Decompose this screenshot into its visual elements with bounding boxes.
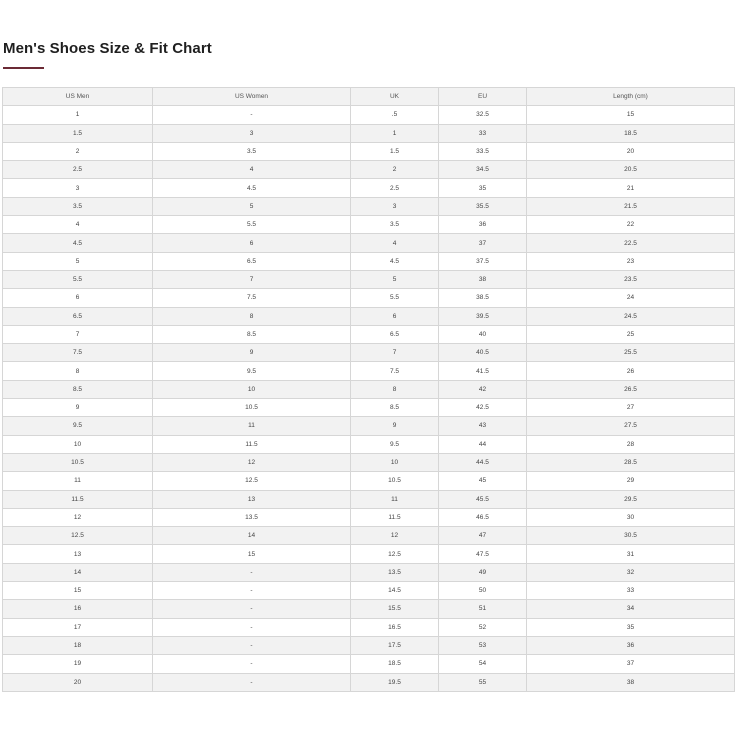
us-women-cell: - [153,636,351,654]
size-chart-table [2,87,735,692]
table-row [3,527,735,545]
page-title: Men's Shoes Size & Fit Chart [3,40,212,57]
uk-cell: 1.5 [351,142,439,160]
us-women-cell: 13 [153,490,351,508]
eu-cell: 49 [439,563,527,581]
us-men-cell: 8.5 [3,380,153,398]
us-women-cell: - [153,673,351,691]
header-uk: UK [351,88,439,106]
length-cm-cell: 30.5 [527,527,735,545]
us-women-cell: 5 [153,197,351,215]
us-women-cell: 10.5 [153,399,351,417]
uk-cell: 12.5 [351,545,439,563]
us-women-cell: 8.5 [153,325,351,343]
table-row [3,673,735,691]
us-women-cell: - [153,106,351,124]
table-row [3,490,735,508]
us-men-cell: 9.5 [3,417,153,435]
us-men-cell: 2 [3,142,153,160]
table-row [3,161,735,179]
eu-cell: 55 [439,673,527,691]
us-men-cell: 6.5 [3,307,153,325]
eu-cell: 36 [439,216,527,234]
eu-cell: 41.5 [439,362,527,380]
table-row [3,600,735,618]
us-women-cell: 12 [153,453,351,471]
table-row [3,582,735,600]
us-women-cell: 12.5 [153,472,351,490]
uk-cell: 12 [351,527,439,545]
eu-cell: 54 [439,655,527,673]
eu-cell: 43 [439,417,527,435]
length-cm-cell: 21 [527,179,735,197]
uk-cell: 4.5 [351,252,439,270]
length-cm-cell: 20 [527,142,735,160]
uk-cell: 10.5 [351,472,439,490]
eu-cell: 35.5 [439,197,527,215]
us-women-cell: 11.5 [153,435,351,453]
us-men-cell: 4 [3,216,153,234]
uk-cell: 13.5 [351,563,439,581]
us-men-cell: 20 [3,673,153,691]
eu-cell: 45.5 [439,490,527,508]
eu-cell: 53 [439,636,527,654]
eu-cell: 42 [439,380,527,398]
uk-cell: 3 [351,197,439,215]
eu-cell: 45 [439,472,527,490]
length-cm-cell: 30 [527,508,735,526]
us-women-cell: 9.5 [153,362,351,380]
eu-cell: 46.5 [439,508,527,526]
us-women-cell: 6 [153,234,351,252]
us-women-cell: 4 [153,161,351,179]
uk-cell: 16.5 [351,618,439,636]
eu-cell: 51 [439,600,527,618]
us-men-cell: 17 [3,618,153,636]
uk-cell: 3.5 [351,216,439,234]
eu-cell: 38 [439,270,527,288]
eu-cell: 44.5 [439,453,527,471]
table-row [3,636,735,654]
us-men-cell: 6 [3,289,153,307]
us-women-cell: - [153,655,351,673]
table-row [3,362,735,380]
table-row [3,325,735,343]
eu-cell: 37 [439,234,527,252]
table-row [3,399,735,417]
length-cm-cell: 24.5 [527,307,735,325]
table-row [3,252,735,270]
header-length-cm: Length (cm) [527,88,735,106]
eu-cell: 32.5 [439,106,527,124]
table-row [3,289,735,307]
length-cm-cell: 27 [527,399,735,417]
us-men-cell: 19 [3,655,153,673]
eu-cell: 52 [439,618,527,636]
eu-cell: 38.5 [439,289,527,307]
us-men-cell: 10.5 [3,453,153,471]
us-men-cell: 3 [3,179,153,197]
header-us-women: US Women [153,88,351,106]
length-cm-cell: 36 [527,636,735,654]
eu-cell: 37.5 [439,252,527,270]
table-row [3,435,735,453]
table-row [3,270,735,288]
table-row [3,344,735,362]
us-women-cell: 14 [153,527,351,545]
us-men-cell: 11 [3,472,153,490]
table-row [3,453,735,471]
table-row [3,106,735,124]
uk-cell: 5.5 [351,289,439,307]
us-women-cell: 11 [153,417,351,435]
table-row [3,380,735,398]
table-row [3,618,735,636]
table-body [3,106,735,692]
table-row [3,197,735,215]
us-women-cell: 9 [153,344,351,362]
table-row [3,417,735,435]
length-cm-cell: 20.5 [527,161,735,179]
us-men-cell: 5.5 [3,270,153,288]
us-men-cell: 2.5 [3,161,153,179]
eu-cell: 40 [439,325,527,343]
length-cm-cell: 28 [527,435,735,453]
uk-cell: 9.5 [351,435,439,453]
uk-cell: 15.5 [351,600,439,618]
us-women-cell: 6.5 [153,252,351,270]
uk-cell: 1 [351,124,439,142]
us-women-cell: 13.5 [153,508,351,526]
eu-cell: 33.5 [439,142,527,160]
table-row [3,655,735,673]
length-cm-cell: 38 [527,673,735,691]
length-cm-cell: 27.5 [527,417,735,435]
us-men-cell: 1.5 [3,124,153,142]
length-cm-cell: 29.5 [527,490,735,508]
us-women-cell: 7.5 [153,289,351,307]
table-row [3,472,735,490]
us-women-cell: 8 [153,307,351,325]
uk-cell: 7.5 [351,362,439,380]
length-cm-cell: 22 [527,216,735,234]
table-row [3,142,735,160]
us-women-cell: 4.5 [153,179,351,197]
uk-cell: 17.5 [351,636,439,654]
eu-cell: 35 [439,179,527,197]
length-cm-cell: 26.5 [527,380,735,398]
length-cm-cell: 33 [527,582,735,600]
length-cm-cell: 26 [527,362,735,380]
uk-cell: 9 [351,417,439,435]
length-cm-cell: 23 [527,252,735,270]
eu-cell: 39.5 [439,307,527,325]
us-men-cell: 3.5 [3,197,153,215]
uk-cell: 7 [351,344,439,362]
us-women-cell: 10 [153,380,351,398]
uk-cell: 2 [351,161,439,179]
us-women-cell: 3 [153,124,351,142]
us-women-cell: 7 [153,270,351,288]
length-cm-cell: 25.5 [527,344,735,362]
us-men-cell: 18 [3,636,153,654]
length-cm-cell: 31 [527,545,735,563]
table-row [3,563,735,581]
table-row [3,124,735,142]
uk-cell: 2.5 [351,179,439,197]
uk-cell: 19.5 [351,673,439,691]
us-men-cell: 7 [3,325,153,343]
uk-cell: 8 [351,380,439,398]
us-women-cell: - [153,618,351,636]
table-row [3,216,735,234]
eu-cell: 44 [439,435,527,453]
length-cm-cell: 22.5 [527,234,735,252]
us-men-cell: 4.5 [3,234,153,252]
us-men-cell: 13 [3,545,153,563]
length-cm-cell: 18.5 [527,124,735,142]
us-women-cell: 3.5 [153,142,351,160]
uk-cell: .5 [351,106,439,124]
uk-cell: 10 [351,453,439,471]
uk-cell: 5 [351,270,439,288]
us-men-cell: 7.5 [3,344,153,362]
length-cm-cell: 29 [527,472,735,490]
header-us-men: US Men [3,88,153,106]
uk-cell: 11 [351,490,439,508]
uk-cell: 18.5 [351,655,439,673]
length-cm-cell: 23.5 [527,270,735,288]
length-cm-cell: 32 [527,563,735,581]
us-men-cell: 12 [3,508,153,526]
table-row [3,545,735,563]
us-men-cell: 15 [3,582,153,600]
uk-cell: 6.5 [351,325,439,343]
uk-cell: 4 [351,234,439,252]
table-row [3,234,735,252]
us-men-cell: 11.5 [3,490,153,508]
header-eu: EU [439,88,527,106]
length-cm-cell: 34 [527,600,735,618]
us-men-cell: 9 [3,399,153,417]
length-cm-cell: 28.5 [527,453,735,471]
length-cm-cell: 21.5 [527,197,735,215]
eu-cell: 34.5 [439,161,527,179]
us-women-cell: - [153,563,351,581]
us-women-cell: 5.5 [153,216,351,234]
us-women-cell: 15 [153,545,351,563]
length-cm-cell: 24 [527,289,735,307]
table-row [3,508,735,526]
us-men-cell: 8 [3,362,153,380]
us-men-cell: 16 [3,600,153,618]
table-row [3,307,735,325]
length-cm-cell: 35 [527,618,735,636]
length-cm-cell: 37 [527,655,735,673]
table-header-row [3,88,735,106]
eu-cell: 42.5 [439,399,527,417]
us-men-cell: 10 [3,435,153,453]
us-men-cell: 1 [3,106,153,124]
title-underline [3,67,44,69]
eu-cell: 47 [439,527,527,545]
uk-cell: 14.5 [351,582,439,600]
eu-cell: 40.5 [439,344,527,362]
uk-cell: 11.5 [351,508,439,526]
length-cm-cell: 15 [527,106,735,124]
us-men-cell: 5 [3,252,153,270]
eu-cell: 50 [439,582,527,600]
us-women-cell: - [153,600,351,618]
us-women-cell: - [153,582,351,600]
uk-cell: 8.5 [351,399,439,417]
eu-cell: 47.5 [439,545,527,563]
us-men-cell: 14 [3,563,153,581]
length-cm-cell: 25 [527,325,735,343]
eu-cell: 33 [439,124,527,142]
us-men-cell: 12.5 [3,527,153,545]
table-row [3,179,735,197]
uk-cell: 6 [351,307,439,325]
